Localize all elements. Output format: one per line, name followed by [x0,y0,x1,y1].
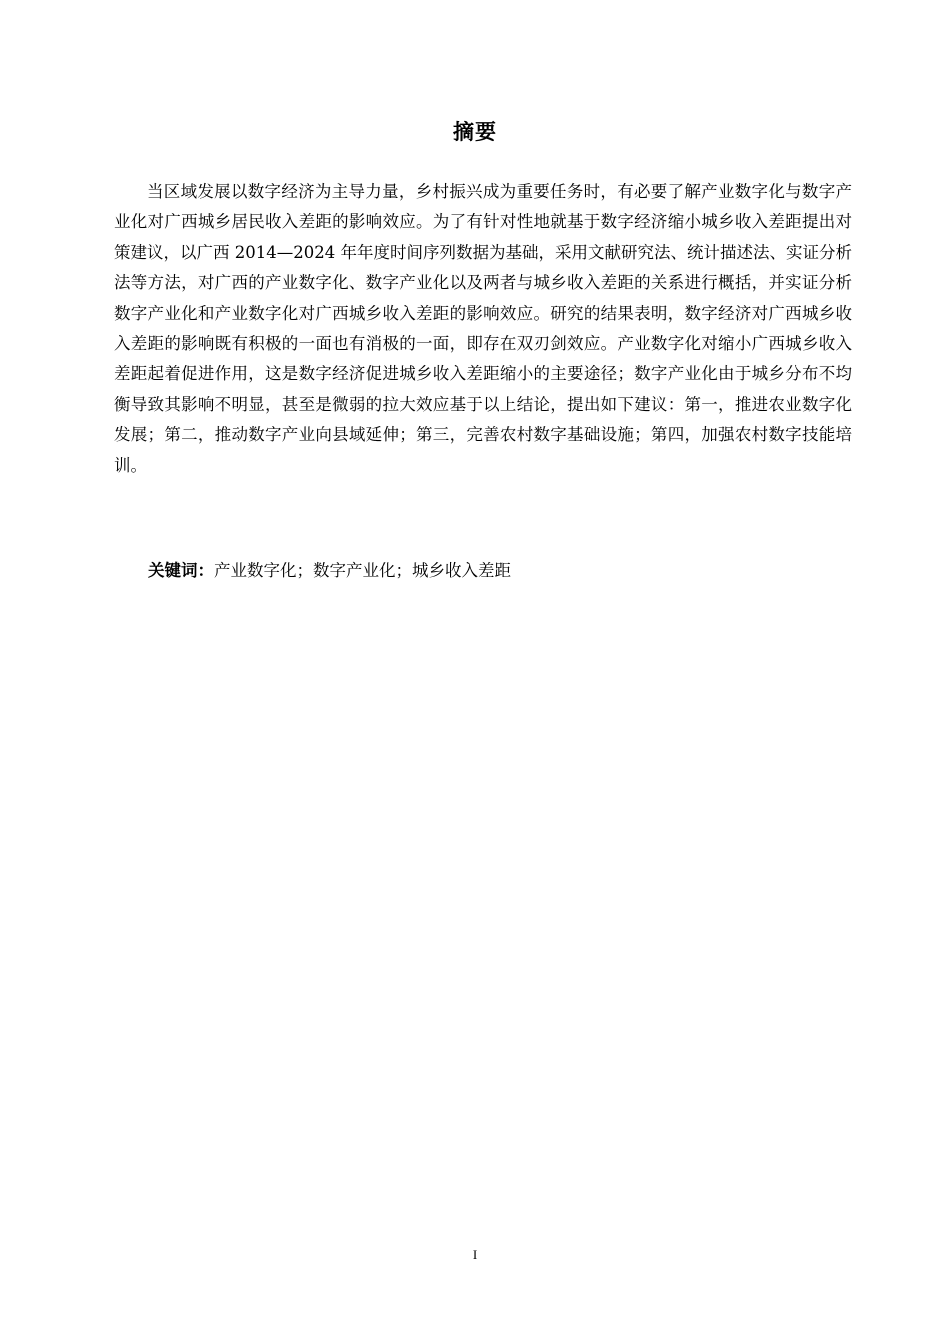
keywords-label: 关键词： [148,561,214,580]
page-number: I [472,1247,478,1262]
abstract-title: 摘要 [453,120,497,144]
keywords-text: 产业数字化；数字产业化；城乡收入差距 [214,561,511,580]
abstract-paragraph: 当区域发展以数字经济为主导力量，乡村振兴成为重要任务时，有必要了解产业数字化与数字产业化对广西城乡居民收入差距的影响效应。为了有针对性地就基于数字经济缩小城乡收入差距提出对策建议，以广西 2014—2024 年年度时间序列数据为基础，采用文献研究法、统计描述法、实证分析法等方法，对广西的产业数字化、数字产业化以及两者与城乡收入差距的关系进行概括，并实证分析数字产业化和产业数字化对广西城乡收入差距的影响效应。研究的结果表明，数字经济对广西城乡收入差距的影响既有积极的一面也有消极的一面，即存在双刃剑效应。产业数字化对缩小广西城乡收入差距起着促进作用，这是数字经济促进城乡收入差距缩小的主要途径；数字产业化由于城乡分布不均衡导致其影响不明显，甚至是微弱的拉大效应基于以上结论，提出如下建议：第一，推进农业数字化发展；第二，推动数字产业向县域延伸；第三，完善农村数字基础设施；第四，加强农村数字技能培训。 [114,182,852,475]
keywords-line [148,556,848,586]
